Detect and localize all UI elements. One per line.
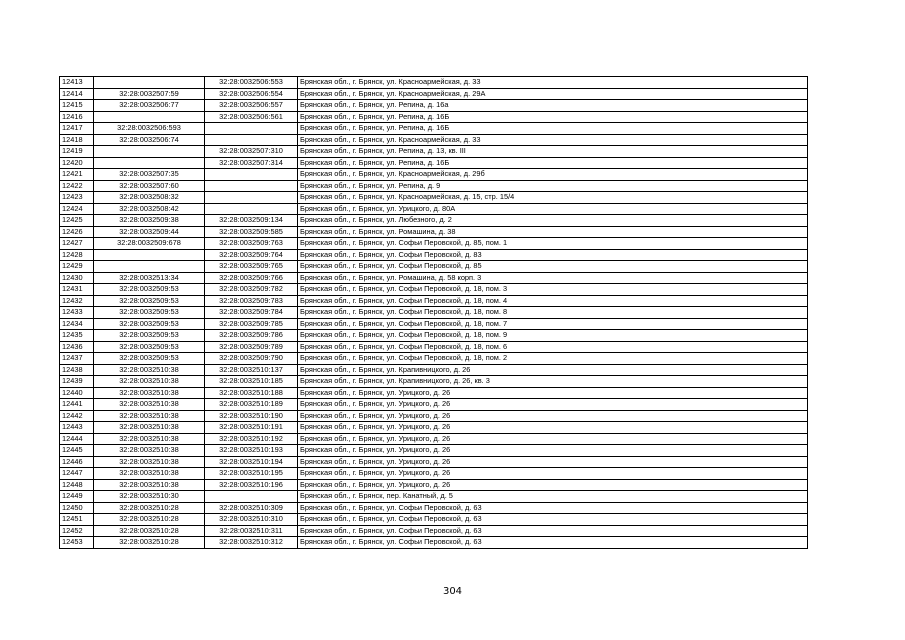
table-row [60, 192, 808, 204]
table-row [60, 456, 808, 468]
row-number-cell: 12448 [60, 479, 94, 491]
address-cell: Брянская обл., г. Брянск, ул. Урицкого, д. 26 [298, 445, 808, 457]
address-cell: Брянская обл., г. Брянск, ул. Урицкого, д. 26 [298, 479, 808, 491]
cadastral-number-cell: 32:28:0032509:53 [94, 330, 205, 342]
table-row [60, 238, 808, 250]
address-cell: Брянская обл., г. Брянск, ул. Репина, д. 16Б [298, 111, 808, 123]
object-cadastral-number-cell: 32:28:0032510:195 [205, 468, 298, 480]
row-number-cell: 12452 [60, 525, 94, 537]
cadastral-number-cell: 32:28:0032510:28 [94, 537, 205, 549]
table-row [60, 537, 808, 549]
address-cell: Брянская обл., г. Брянск, ул. Софьи Перовской, д. 18, пом. 2 [298, 353, 808, 365]
table-row [60, 422, 808, 434]
cadastral-number-cell: 32:28:0032509:53 [94, 284, 205, 296]
address-cell: Брянская обл., г. Брянск, ул. Софьи Перовской, д. 18, пом. 9 [298, 330, 808, 342]
cadastral-number-cell: 32:28:0032509:53 [94, 307, 205, 319]
table-row [60, 272, 808, 284]
cadastral-number-cell: 32:28:0032509:38 [94, 215, 205, 227]
row-number-cell: 12422 [60, 180, 94, 192]
object-cadastral-number-cell: 32:28:0032506:561 [205, 111, 298, 123]
row-number-cell: 12451 [60, 514, 94, 526]
address-cell: Брянская обл., г. Брянск, ул. Софьи Перовской, д. 18, пом. 4 [298, 295, 808, 307]
table-row [60, 215, 808, 227]
address-cell: Брянская обл., г. Брянск, ул. Софьи Перовской, д. 18, пом. 8 [298, 307, 808, 319]
address-cell: Брянская обл., г. Брянск, ул. Софьи Перовской, д. 63 [298, 514, 808, 526]
table-row [60, 226, 808, 238]
row-number-cell: 12428 [60, 249, 94, 261]
cadastral-number-cell: 32:28:0032509:53 [94, 318, 205, 330]
cadastral-number-cell: 32:28:0032506:74 [94, 134, 205, 146]
address-cell: Брянская обл., г. Брянск, ул. Урицкого, д. 26 [298, 456, 808, 468]
object-cadastral-number-cell: 32:28:0032509:786 [205, 330, 298, 342]
object-cadastral-number-cell: 32:28:0032510:190 [205, 410, 298, 422]
cadastral-number-cell: 32:28:0032508:42 [94, 203, 205, 215]
address-cell: Брянская обл., г. Брянск, ул. Софьи Перовской, д. 63 [298, 537, 808, 549]
cadastral-number-cell: 32:28:0032510:38 [94, 410, 205, 422]
address-cell: Брянская обл., г. Брянск, ул. Крапивницкого, д. 26, кв. 3 [298, 376, 808, 388]
table-row [60, 330, 808, 342]
row-number-cell: 12435 [60, 330, 94, 342]
table-row [60, 295, 808, 307]
object-cadastral-number-cell: 32:28:0032509:763 [205, 238, 298, 250]
row-number-cell: 12413 [60, 77, 94, 89]
object-cadastral-number-cell: 32:28:0032510:196 [205, 479, 298, 491]
object-cadastral-number-cell: 32:28:0032509:766 [205, 272, 298, 284]
table-row [60, 376, 808, 388]
address-cell: Брянская обл., г. Брянск, ул. Красноармейская, д. 29А [298, 88, 808, 100]
object-cadastral-number-cell: 32:28:0032509:790 [205, 353, 298, 365]
address-cell: Брянская обл., г. Брянск, пер. Канатный, д. 5 [298, 491, 808, 503]
cadastral-number-cell [94, 261, 205, 273]
cadastral-number-cell [94, 77, 205, 89]
row-number-cell: 12417 [60, 123, 94, 135]
row-number-cell: 12421 [60, 169, 94, 181]
row-number-cell: 12443 [60, 422, 94, 434]
address-cell: Брянская обл., г. Брянск, ул. Ромашина, д. 58 корп. 3 [298, 272, 808, 284]
cadastral-number-cell [94, 146, 205, 158]
registry-table-body [60, 77, 808, 549]
address-cell: Брянская обл., г. Брянск, ул. Урицкого, д. 80А [298, 203, 808, 215]
cadastral-number-cell: 32:28:0032510:38 [94, 376, 205, 388]
cadastral-number-cell: 32:28:0032509:678 [94, 238, 205, 250]
address-cell: Брянская обл., г. Брянск, ул. Красноармейская, д. 33 [298, 134, 808, 146]
table-row [60, 203, 808, 215]
object-cadastral-number-cell: 32:28:0032510:312 [205, 537, 298, 549]
address-cell: Брянская обл., г. Брянск, ул. Урицкого, д. 26 [298, 422, 808, 434]
cadastral-number-cell: 32:28:0032509:53 [94, 353, 205, 365]
table-row [60, 100, 808, 112]
table-row [60, 491, 808, 503]
object-cadastral-number-cell: 32:28:0032510:309 [205, 502, 298, 514]
object-cadastral-number-cell [205, 123, 298, 135]
row-number-cell: 12453 [60, 537, 94, 549]
address-cell: Брянская обл., г. Брянск, ул. Софьи Перовской, д. 83 [298, 249, 808, 261]
object-cadastral-number-cell: 32:28:0032509:784 [205, 307, 298, 319]
object-cadastral-number-cell: 32:28:0032510:189 [205, 399, 298, 411]
row-number-cell: 12437 [60, 353, 94, 365]
address-cell: Брянская обл., г. Брянск, ул. Софьи Перовской, д. 18, пом. 3 [298, 284, 808, 296]
cadastral-number-cell: 32:28:0032510:38 [94, 387, 205, 399]
cadastral-number-cell [94, 157, 205, 169]
object-cadastral-number-cell: 32:28:0032510:193 [205, 445, 298, 457]
table-row [60, 180, 808, 192]
object-cadastral-number-cell: 32:28:0032510:311 [205, 525, 298, 537]
row-number-cell: 12439 [60, 376, 94, 388]
row-number-cell: 12436 [60, 341, 94, 353]
row-number-cell: 12418 [60, 134, 94, 146]
row-number-cell: 12420 [60, 157, 94, 169]
row-number-cell: 12415 [60, 100, 94, 112]
object-cadastral-number-cell: 32:28:0032509:134 [205, 215, 298, 227]
address-cell: Брянская обл., г. Брянск, ул. Урицкого, д. 26 [298, 468, 808, 480]
object-cadastral-number-cell: 32:28:0032507:314 [205, 157, 298, 169]
row-number-cell: 12440 [60, 387, 94, 399]
table-row [60, 479, 808, 491]
table-row [60, 525, 808, 537]
address-cell: Брянская обл., г. Брянск, ул. Репина, д. 16Б [298, 123, 808, 135]
table-row [60, 157, 808, 169]
table-row [60, 146, 808, 158]
row-number-cell: 12450 [60, 502, 94, 514]
table-row [60, 445, 808, 457]
table-row [60, 468, 808, 480]
table-row [60, 123, 808, 135]
cadastral-number-cell: 32:28:0032510:38 [94, 422, 205, 434]
cadastral-number-cell: 32:28:0032507:60 [94, 180, 205, 192]
row-number-cell: 12447 [60, 468, 94, 480]
table-row [60, 387, 808, 399]
object-cadastral-number-cell: 32:28:0032509:783 [205, 295, 298, 307]
row-number-cell: 12426 [60, 226, 94, 238]
row-number-cell: 12423 [60, 192, 94, 204]
row-number-cell: 12416 [60, 111, 94, 123]
address-cell: Брянская обл., г. Брянск, ул. Софьи Перовской, д. 85 [298, 261, 808, 273]
address-cell: Брянская обл., г. Брянск, ул. Крапивницкого, д. 26 [298, 364, 808, 376]
table-row [60, 77, 808, 89]
row-number-cell: 12414 [60, 88, 94, 100]
row-number-cell: 12425 [60, 215, 94, 227]
address-cell: Брянская обл., г. Брянск, ул. Урицкого, д. 26 [298, 433, 808, 445]
row-number-cell: 12432 [60, 295, 94, 307]
address-cell: Брянская обл., г. Брянск, ул. Урицкого, д. 26 [298, 387, 808, 399]
address-cell: Брянская обл., г. Брянск, ул. Софьи Перовской, д. 63 [298, 502, 808, 514]
page-number: 304 [442, 586, 463, 597]
table-row [60, 502, 808, 514]
cadastral-number-cell: 32:28:0032510:38 [94, 364, 205, 376]
cadastral-number-cell [94, 111, 205, 123]
cadastral-number-cell: 32:28:0032506:593 [94, 123, 205, 135]
row-number-cell: 12438 [60, 364, 94, 376]
address-cell: Брянская обл., г. Брянск, ул. Любезного, д. 2 [298, 215, 808, 227]
object-cadastral-number-cell: 32:28:0032509:765 [205, 261, 298, 273]
object-cadastral-number-cell: 32:28:0032510:185 [205, 376, 298, 388]
row-number-cell: 12419 [60, 146, 94, 158]
object-cadastral-number-cell: 32:28:0032507:310 [205, 146, 298, 158]
row-number-cell: 12444 [60, 433, 94, 445]
table-row [60, 399, 808, 411]
object-cadastral-number-cell: 32:28:0032510:191 [205, 422, 298, 434]
row-number-cell: 12449 [60, 491, 94, 503]
table-row [60, 433, 808, 445]
address-cell: Брянская обл., г. Брянск, ул. Репина, д. 9 [298, 180, 808, 192]
cadastral-number-cell: 32:28:0032507:35 [94, 169, 205, 181]
cadastral-number-cell: 32:28:0032510:38 [94, 399, 205, 411]
object-cadastral-number-cell: 32:28:0032509:782 [205, 284, 298, 296]
table-row [60, 410, 808, 422]
table-row [60, 261, 808, 273]
object-cadastral-number-cell: 32:28:0032506:557 [205, 100, 298, 112]
address-cell: Брянская обл., г. Брянск, ул. Репина, д. 16Б [298, 157, 808, 169]
row-number-cell: 12441 [60, 399, 94, 411]
cadastral-number-cell: 32:28:0032510:38 [94, 433, 205, 445]
cadastral-number-cell: 32:28:0032510:30 [94, 491, 205, 503]
row-number-cell: 12446 [60, 456, 94, 468]
cadastral-number-cell: 32:28:0032506:77 [94, 100, 205, 112]
table-row [60, 134, 808, 146]
object-cadastral-number-cell: 32:28:0032506:554 [205, 88, 298, 100]
row-number-cell: 12424 [60, 203, 94, 215]
address-cell: Брянская обл., г. Брянск, ул. Софьи Перовской, д. 18, пом. 7 [298, 318, 808, 330]
address-cell: Брянская обл., г. Брянск, ул. Красноармейская, д. 29б [298, 169, 808, 181]
object-cadastral-number-cell: 32:28:0032509:764 [205, 249, 298, 261]
row-number-cell: 12442 [60, 410, 94, 422]
object-cadastral-number-cell: 32:28:0032510:137 [205, 364, 298, 376]
object-cadastral-number-cell: 32:28:0032510:188 [205, 387, 298, 399]
table-row [60, 341, 808, 353]
table-row [60, 249, 808, 261]
object-cadastral-number-cell [205, 134, 298, 146]
cadastral-number-cell: 32:28:0032510:28 [94, 525, 205, 537]
address-cell: Брянская обл., г. Брянск, ул. Софьи Перовской, д. 63 [298, 525, 808, 537]
cadastral-number-cell: 32:28:0032509:44 [94, 226, 205, 238]
row-number-cell: 12430 [60, 272, 94, 284]
object-cadastral-number-cell: 32:28:0032509:789 [205, 341, 298, 353]
table-row [60, 318, 808, 330]
cadastral-number-cell: 32:28:0032510:38 [94, 456, 205, 468]
address-cell: Брянская обл., г. Брянск, ул. Ромашина, д. 38 [298, 226, 808, 238]
cadastral-number-cell: 32:28:0032507:59 [94, 88, 205, 100]
cadastral-number-cell: 32:28:0032510:38 [94, 479, 205, 491]
address-cell: Брянская обл., г. Брянск, ул. Репина, д. 16а [298, 100, 808, 112]
object-cadastral-number-cell [205, 169, 298, 181]
cadastral-number-cell: 32:28:0032513:34 [94, 272, 205, 284]
address-cell: Брянская обл., г. Брянск, ул. Софьи Перовской, д. 85, пом. 1 [298, 238, 808, 250]
table-row [60, 353, 808, 365]
table-row [60, 514, 808, 526]
address-cell: Брянская обл., г. Брянск, ул. Репина, д. 13, кв. III [298, 146, 808, 158]
cadastral-number-cell [94, 249, 205, 261]
table-row [60, 88, 808, 100]
cadastral-number-cell: 32:28:0032510:38 [94, 445, 205, 457]
object-cadastral-number-cell [205, 203, 298, 215]
cadastral-number-cell: 32:28:0032510:38 [94, 468, 205, 480]
cadastral-number-cell: 32:28:0032509:53 [94, 341, 205, 353]
table-row [60, 364, 808, 376]
cadastral-number-cell: 32:28:0032509:53 [94, 295, 205, 307]
object-cadastral-number-cell: 32:28:0032510:194 [205, 456, 298, 468]
row-number-cell: 12427 [60, 238, 94, 250]
object-cadastral-number-cell [205, 180, 298, 192]
address-cell: Брянская обл., г. Брянск, ул. Софьи Перовской, д. 18, пом. 6 [298, 341, 808, 353]
table-row [60, 307, 808, 319]
object-cadastral-number-cell [205, 192, 298, 204]
table-row [60, 111, 808, 123]
row-number-cell: 12445 [60, 445, 94, 457]
object-cadastral-number-cell: 32:28:0032510:310 [205, 514, 298, 526]
row-number-cell: 12431 [60, 284, 94, 296]
address-cell: Брянская обл., г. Брянск, ул. Урицкого, д. 26 [298, 410, 808, 422]
address-cell: Брянская обл., г. Брянск, ул. Урицкого, д. 26 [298, 399, 808, 411]
object-cadastral-number-cell: 32:28:0032510:192 [205, 433, 298, 445]
object-cadastral-number-cell: 32:28:0032506:553 [205, 77, 298, 89]
object-cadastral-number-cell: 32:28:0032509:585 [205, 226, 298, 238]
cadastral-number-cell: 32:28:0032510:28 [94, 514, 205, 526]
object-cadastral-number-cell: 32:28:0032509:785 [205, 318, 298, 330]
registry-table [59, 76, 808, 549]
table-row [60, 169, 808, 181]
address-cell: Брянская обл., г. Брянск, ул. Красноармейская, д. 15, стр. 15/4 [298, 192, 808, 204]
address-cell: Брянская обл., г. Брянск, ул. Красноармейская, д. 33 [298, 77, 808, 89]
row-number-cell: 12433 [60, 307, 94, 319]
cadastral-number-cell: 32:28:0032510:28 [94, 502, 205, 514]
cadastral-number-cell: 32:28:0032508:32 [94, 192, 205, 204]
row-number-cell: 12434 [60, 318, 94, 330]
object-cadastral-number-cell [205, 491, 298, 503]
row-number-cell: 12429 [60, 261, 94, 273]
table-row [60, 284, 808, 296]
